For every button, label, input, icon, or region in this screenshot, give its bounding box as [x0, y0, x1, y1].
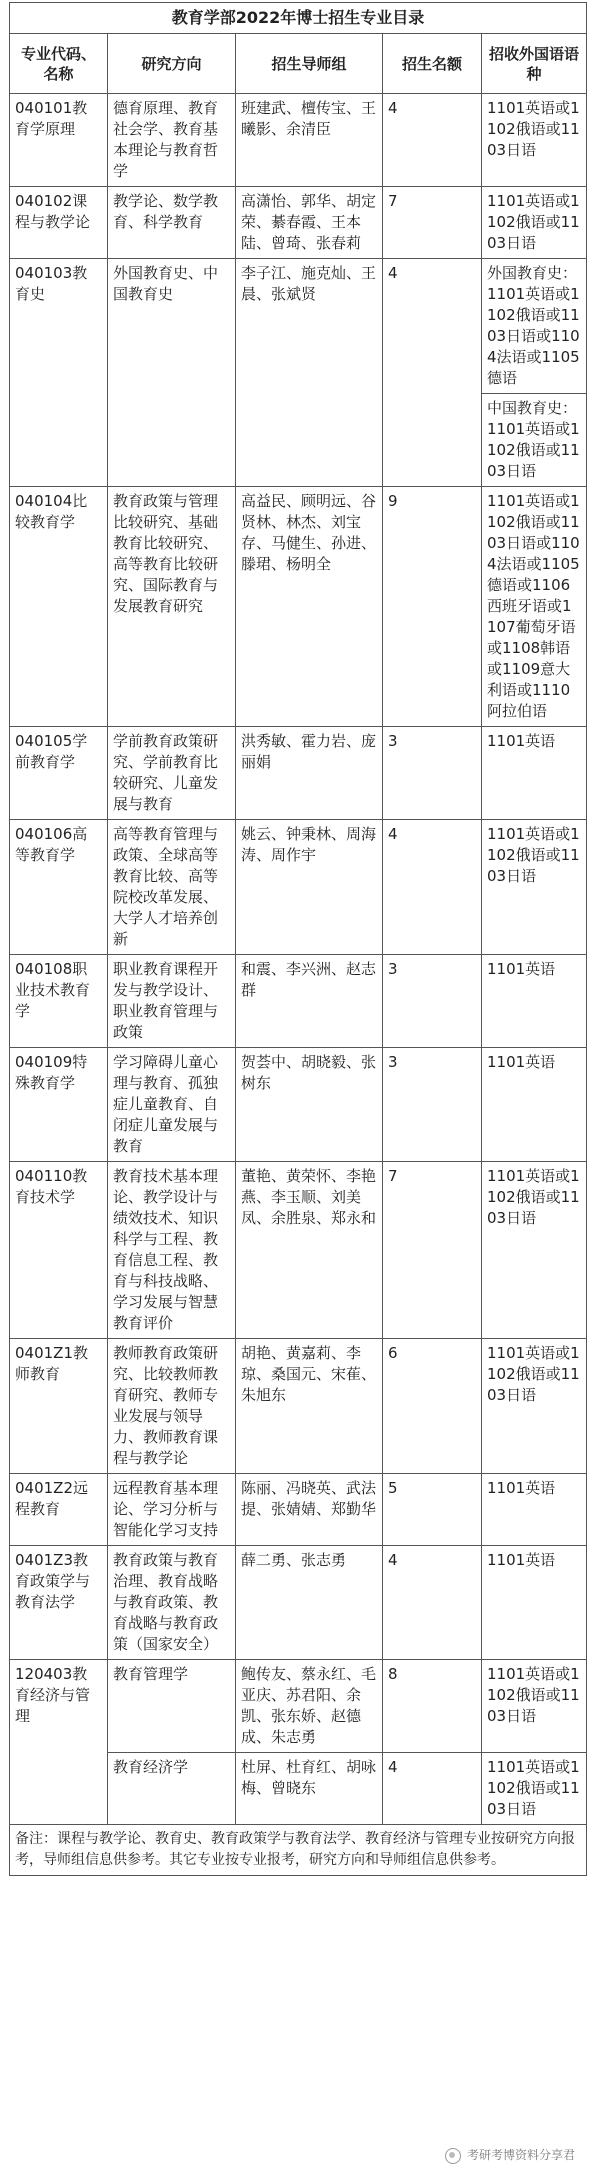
language-cell: 1101英语或1102俄语或1103日语 — [482, 187, 587, 259]
quota-cell: 4 — [383, 1753, 482, 1825]
language-cell: 1101英语 — [482, 1048, 587, 1162]
table-row — [10, 259, 587, 394]
wechat-icon — [445, 2148, 461, 2164]
table-row — [10, 187, 587, 259]
note-row — [10, 1825, 587, 1876]
catalog-table — [9, 2, 587, 1876]
advisors-cell: 胡艳、黄嘉莉、李琼、桑国元、宋萑、朱旭东 — [236, 1339, 383, 1474]
title-row — [10, 3, 587, 34]
advisors-cell: 和震、李兴洲、赵志群 — [236, 955, 383, 1048]
header-advisors: 招生导师组 — [236, 34, 383, 94]
direction-cell: 德育原理、教育社会学、教育基本理论与教育哲学 — [108, 94, 236, 187]
advisors-cell: 李子江、施克灿、王晨、张斌贤 — [236, 259, 383, 487]
header-row — [10, 34, 587, 94]
language-cell: 1101英语或1102俄语或1103日语 — [482, 1339, 587, 1474]
direction-cell: 外国教育史、中国教育史 — [108, 259, 236, 487]
table-row — [10, 727, 587, 820]
quota-cell: 5 — [383, 1474, 482, 1546]
major-code-cell: 040101教育学原理 — [10, 94, 108, 187]
language-cell: 1101英语 — [482, 727, 587, 820]
quota-cell: 4 — [383, 259, 482, 487]
major-code-cell: 040104比较教育学 — [10, 487, 108, 727]
language-cell: 1101英语或1102俄语或1103日语 — [482, 820, 587, 955]
advisors-cell: 姚云、钟秉林、周海涛、周作宇 — [236, 820, 383, 955]
direction-cell: 教育管理学 — [108, 1660, 236, 1753]
language-cell: 1101英语或1102俄语或1103日语 — [482, 1660, 587, 1753]
advisors-cell: 董艳、黄荣怀、李艳燕、李玉顺、刘美凤、余胜泉、郑永和 — [236, 1162, 383, 1339]
major-code-cell: 040108职业技术教育学 — [10, 955, 108, 1048]
major-code-cell: 120403教育经济与管理 — [10, 1660, 108, 1825]
quota-cell: 6 — [383, 1339, 482, 1474]
quota-cell: 9 — [383, 487, 482, 727]
language-cell: 1101英语 — [482, 1474, 587, 1546]
header-quota: 招生名额 — [383, 34, 482, 94]
major-code-cell: 040102课程与教学论 — [10, 187, 108, 259]
advisors-cell: 薛二勇、张志勇 — [236, 1546, 383, 1660]
table-title: 教育学部2022年博士招生专业目录 — [10, 3, 587, 34]
table-row — [10, 1339, 587, 1474]
table-row — [10, 94, 587, 187]
direction-cell: 教学论、数学教育、科学教育 — [108, 187, 236, 259]
language-cell: 1101英语或1102俄语或1103日语 — [482, 1162, 587, 1339]
direction-cell: 远程教育基本理论、学习分析与智能化学习支持 — [108, 1474, 236, 1546]
direction-cell: 高等教育管理与政策、全球高等教育比较、高等院校改革发展、大学人才培养创新 — [108, 820, 236, 955]
language-cell: 1101英语或1102俄语或1103日语 — [482, 1753, 587, 1825]
quota-cell: 4 — [383, 1546, 482, 1660]
language-cell: 1101英语 — [482, 955, 587, 1048]
advisors-cell: 贺荟中、胡晓毅、张树东 — [236, 1048, 383, 1162]
major-code-cell: 040103教育史 — [10, 259, 108, 487]
table-row — [10, 1048, 587, 1162]
quota-cell: 3 — [383, 1048, 482, 1162]
table-row — [10, 1546, 587, 1660]
major-code-cell: 040105学前教育学 — [10, 727, 108, 820]
major-code-cell: 0401Z1教师教育 — [10, 1339, 108, 1474]
language-cell: 1101英语或1102俄语或1103日语 — [482, 94, 587, 187]
header-language: 招收外国语语种 — [482, 34, 587, 94]
watermark — [445, 2146, 575, 2164]
quota-cell: 3 — [383, 727, 482, 820]
catalog-table-wrapper — [9, 2, 586, 1876]
advisors-cell: 陈丽、冯晓英、武法提、张婧婧、郑勤华 — [236, 1474, 383, 1546]
language-cell: 中国教育史：1101英语或1102俄语或1103日语 — [482, 394, 587, 487]
quota-cell: 7 — [383, 1162, 482, 1339]
watermark-text: 考研考博资料分享君 — [466, 2148, 575, 2162]
direction-cell: 职业教育课程开发与教学设计、职业教育管理与政策 — [108, 955, 236, 1048]
direction-cell: 教师教育政策研究、比较教师教育研究、教师专业发展与领导力、教师教育课程与教学论 — [108, 1339, 236, 1474]
table-row — [10, 1162, 587, 1339]
major-code-cell: 040109特殊教育学 — [10, 1048, 108, 1162]
direction-cell: 教育政策与管理比较研究、基础教育比较研究、高等教育比较研究、国际教育与发展教育研究 — [108, 487, 236, 727]
table-row — [10, 1660, 587, 1753]
direction-cell: 学习障碍儿童心理与教育、孤独症儿童教育、自闭症儿童发展与教育 — [108, 1048, 236, 1162]
table-note: 备注：课程与教学论、教育史、教育政策学与教育法学、教育经济与管理专业按研究方向报考，导师组信息供参考。其它专业按专业报考，研究方向和导师组信息供参考。 — [10, 1825, 587, 1876]
advisors-cell: 高益民、顾明远、谷贤林、林杰、刘宝存、马健生、孙进、滕珺、杨明全 — [236, 487, 383, 727]
table-row — [10, 1474, 587, 1546]
table-row — [10, 820, 587, 955]
language-cell: 外国教育史：1101英语或1102俄语或1103日语或1104法语或1105德语 — [482, 259, 587, 394]
advisors-cell: 洪秀敏、霍力岩、庞丽娟 — [236, 727, 383, 820]
quota-cell: 4 — [383, 94, 482, 187]
quota-cell: 7 — [383, 187, 482, 259]
major-code-cell: 0401Z2远程教育 — [10, 1474, 108, 1546]
table-row — [10, 487, 587, 727]
advisors-cell: 高潇怡、郭华、胡定荣、綦春霞、王本陆、曾琦、张春莉 — [236, 187, 383, 259]
major-code-cell: 040110教育技术学 — [10, 1162, 108, 1339]
header-direction: 研究方向 — [108, 34, 236, 94]
advisors-cell: 鲍传友、蔡永红、毛亚庆、苏君阳、余凯、张东娇、赵德成、朱志勇 — [236, 1660, 383, 1753]
direction-cell: 教育技术基本理论、教学设计与绩效技术、知识科学与工程、教育信息工程、教育与科技战略、学习发展与智慧教育评价 — [108, 1162, 236, 1339]
language-cell: 1101英语或1102俄语或1103日语或1104法语或1105德语或1106西班牙语或1107葡萄牙语或1108韩语或1109意大利语或1110阿拉伯语 — [482, 487, 587, 727]
header-code: 专业代码、名称 — [10, 34, 108, 94]
major-code-cell: 040106高等教育学 — [10, 820, 108, 955]
direction-cell: 学前教育政策研究、学前教育比较研究、儿童发展与教育 — [108, 727, 236, 820]
language-cell: 1101英语 — [482, 1546, 587, 1660]
quota-cell: 8 — [383, 1660, 482, 1753]
quota-cell: 4 — [383, 820, 482, 955]
direction-cell: 教育经济学 — [108, 1753, 236, 1825]
quota-cell: 3 — [383, 955, 482, 1048]
direction-cell: 教育政策与教育治理、教育战略与教育政策、教育战略与教育政策（国家安全） — [108, 1546, 236, 1660]
advisors-cell: 杜屏、杜育红、胡咏梅、曾晓东 — [236, 1753, 383, 1825]
advisors-cell: 班建武、檀传宝、王曦影、余清臣 — [236, 94, 383, 187]
major-code-cell: 0401Z3教育政策学与教育法学 — [10, 1546, 108, 1660]
table-row — [10, 955, 587, 1048]
